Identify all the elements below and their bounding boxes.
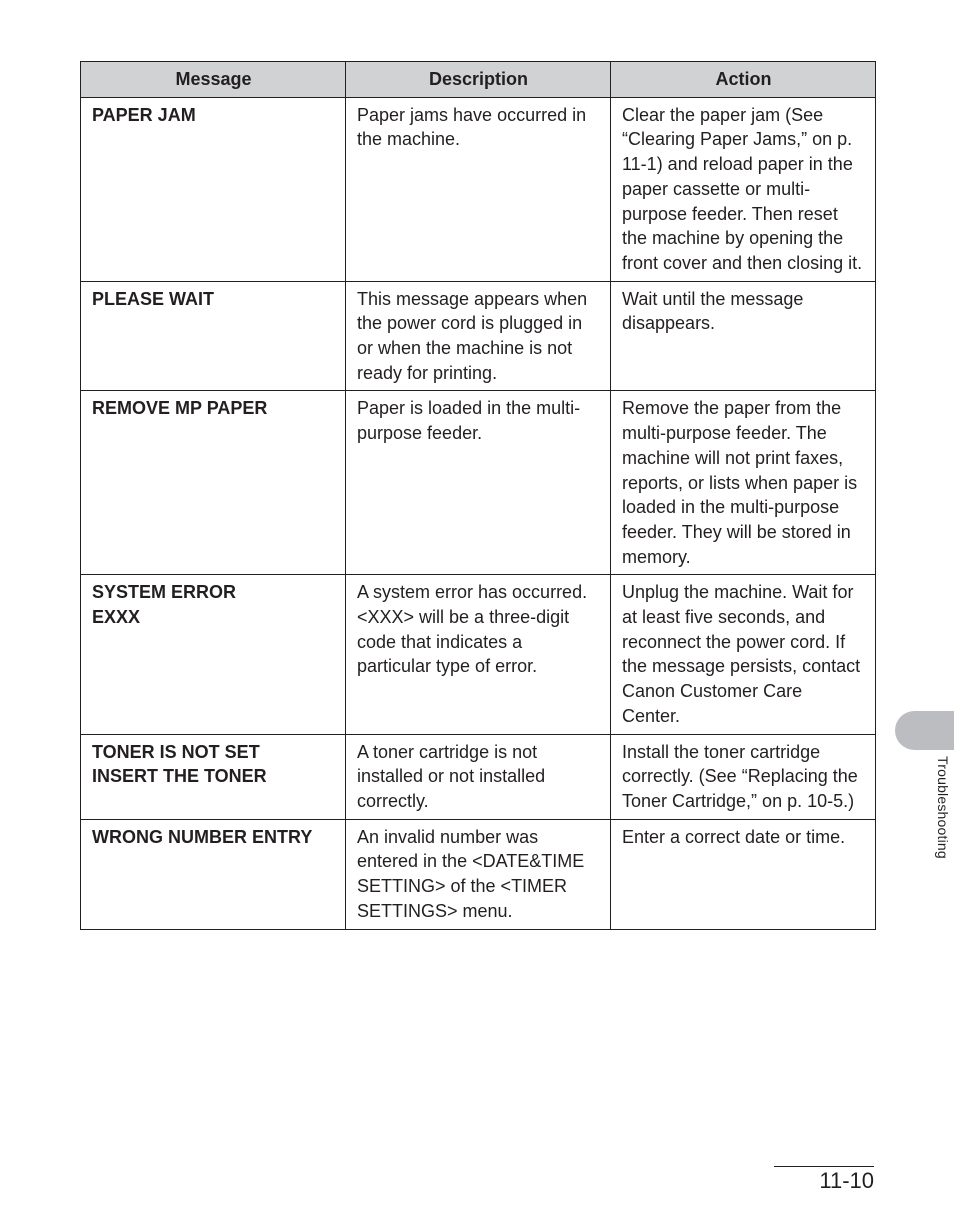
description-cell: Paper jams have occurred in the machine. <box>346 97 611 281</box>
action-cell: Unplug the machine. Wait for at least five seconds, and reconnect the power cord. If the message persists, contact Canon Customer Care Center. <box>611 575 876 734</box>
chapter-tab-label: Troubleshooting <box>935 756 951 859</box>
table-row <box>81 281 876 391</box>
page-number: 11-10 <box>819 1168 874 1193</box>
message-text: PAPER JAM <box>92 104 196 125</box>
message-text: SYSTEM ERROR <box>92 582 237 603</box>
table-row <box>81 97 876 281</box>
description-cell: A system error has occurred. <XXX> will be a three-digit code that indicates a particular type of error. <box>346 575 611 734</box>
message-cell <box>81 391 346 575</box>
footer-rule <box>774 1166 874 1167</box>
column-header-message: Message <box>81 62 346 98</box>
action-cell: Clear the paper jam (See “Clearing Paper Jams,” on p. 11-1) and reload paper in the paper cassette or multi-purpose feeder. Then reset the machine by opening the front cover and then closing it. <box>611 97 876 281</box>
message-table <box>80 61 876 930</box>
action-cell: Remove the paper from the multi-purpose feeder. The machine will not print faxes, reports, or lists when paper is loaded in the multi-purpose feeder. They will be stored in memory. <box>611 391 876 575</box>
table-row <box>81 575 876 734</box>
table-row <box>81 819 876 929</box>
description-cell: This message appears when the power cord is plugged in or when the machine is not ready for printing. <box>346 281 611 391</box>
message-text: TONER IS NOT SET <box>92 741 260 762</box>
message-cell <box>81 819 346 929</box>
message-cell <box>81 575 346 734</box>
table-row <box>81 391 876 575</box>
action-cell: Wait until the message disappears. <box>611 281 876 391</box>
message-text: INSERT THE TONER <box>92 766 267 787</box>
message-text: EXXX <box>92 607 141 628</box>
column-header-description: Description <box>346 62 611 98</box>
description-cell: An invalid number was entered in the <DATE&TIME SETTING> of the <TIMER SETTINGS> menu. <box>346 819 611 929</box>
action-cell: Install the toner cartridge correctly. (See “Replacing the Toner Cartridge,” on p. 10-5.) <box>611 734 876 819</box>
message-text: PLEASE WAIT <box>92 288 215 309</box>
message-text: WRONG NUMBER ENTRY <box>92 826 313 847</box>
description-cell: Paper is loaded in the multi-purpose feeder. <box>346 391 611 575</box>
message-cell <box>81 97 346 281</box>
description-cell: A toner cartridge is not installed or not installed correctly. <box>346 734 611 819</box>
table-row <box>81 734 876 819</box>
message-text: REMOVE MP PAPER <box>92 398 268 419</box>
message-cell <box>81 734 346 819</box>
action-cell: Enter a correct date or time. <box>611 819 876 929</box>
column-header-action: Action <box>611 62 876 98</box>
table-header-row <box>81 62 876 98</box>
message-cell <box>81 281 346 391</box>
chapter-tab <box>895 711 954 750</box>
